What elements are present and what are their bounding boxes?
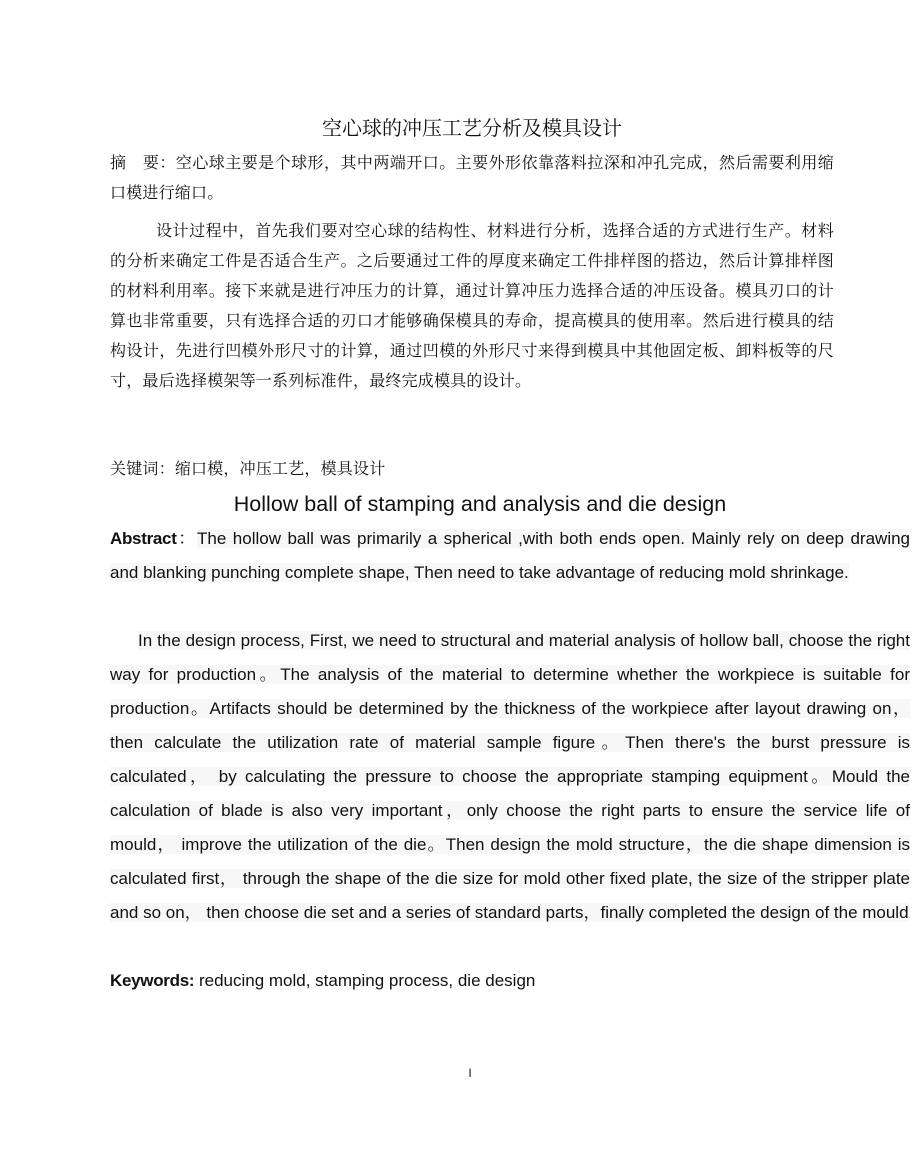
chinese-abstract <box>110 148 834 208</box>
english-keywords-text: reducing mold, stamping process, die design <box>198 971 536 990</box>
chinese-body-paragraph: 设计过程中，首先我们要对空心球的结构性、材料进行分析，选择合适的方式进行生产。材料的分析来确定工件是否适合生产。之后要通过工件的厚度来确定工件排样图的搭边，然后计算排样图的材料利用率。接下来就是进行冲压力的计算，通过计算冲压力选择合适的冲压设备。模具刃口的计算也非常重要，只有选择合适的刃口才能够确保模具的寿命，提高模具的使用率。然后进行模具的结构设计，先进行凹模外形尺寸的计算，通过凹模的外形尺寸来得到模具中其他固定板、卸料板等的尺寸，最后选择模架等一系列标准件，最终完成模具的设计。 <box>110 221 834 390</box>
english-title: Hollow ball of stamping and analysis and die design <box>233 492 727 516</box>
english-keywords <box>110 964 910 998</box>
chinese-title: 空心球的冲压工艺分析及模具设计 <box>322 116 622 140</box>
chinese-abstract-text: 空心球主要是个球形，其中两端开口。主要外形依靠落料拉深和冲孔完成，然后需要利用缩口模进行缩口。 <box>110 153 834 202</box>
chinese-keywords <box>110 454 834 484</box>
english-abstract-text: The hollow ball was primarily a spherical ,with both ends open. Mainly rely on deep drawing and blanking punching complete shape, Then need to take advantage of reducing mold shrinkage. <box>110 529 910 582</box>
english-abstract-separator: ： <box>176 529 198 548</box>
english-body-text: In the design process, First, we need to structural and material analysis of hollow ball, choose the right way for production。The analysis of the material to determine whether the workpiece is suitable for production。Artifacts should be determined by the thickness of the workpiece after layout drawing on，then calculate the utilization rate of material sample figure。Then there's the burst pressure is calculated， by calculating the pressure to choose the appropriate stamping equipment。Mould the calculation of blade is also very important，only choose the right parts to ensure the service life of mould， improve the utilization of the die。Then design the mold structure，the die shape dimension is calculated first， through the shape of the die size for mold other fixed plate, the size of the stripper plate and so on， then choose die set and a series of standard parts，finally completed the design of the mould <box>110 631 910 922</box>
chinese-abstract-separator: ： <box>159 153 176 172</box>
chinese-abstract-label: 摘 要 <box>110 153 160 172</box>
english-body-paragraph <box>110 624 910 930</box>
chinese-keywords-text: 缩口模，冲压工艺，模具设计 <box>174 459 386 478</box>
chinese-keywords-label: 关键词： <box>110 459 175 478</box>
page-number: I <box>468 1066 472 1080</box>
english-keywords-label: Keywords: <box>110 971 195 990</box>
english-abstract <box>110 522 910 590</box>
english-abstract-label: Abstract <box>110 529 177 548</box>
